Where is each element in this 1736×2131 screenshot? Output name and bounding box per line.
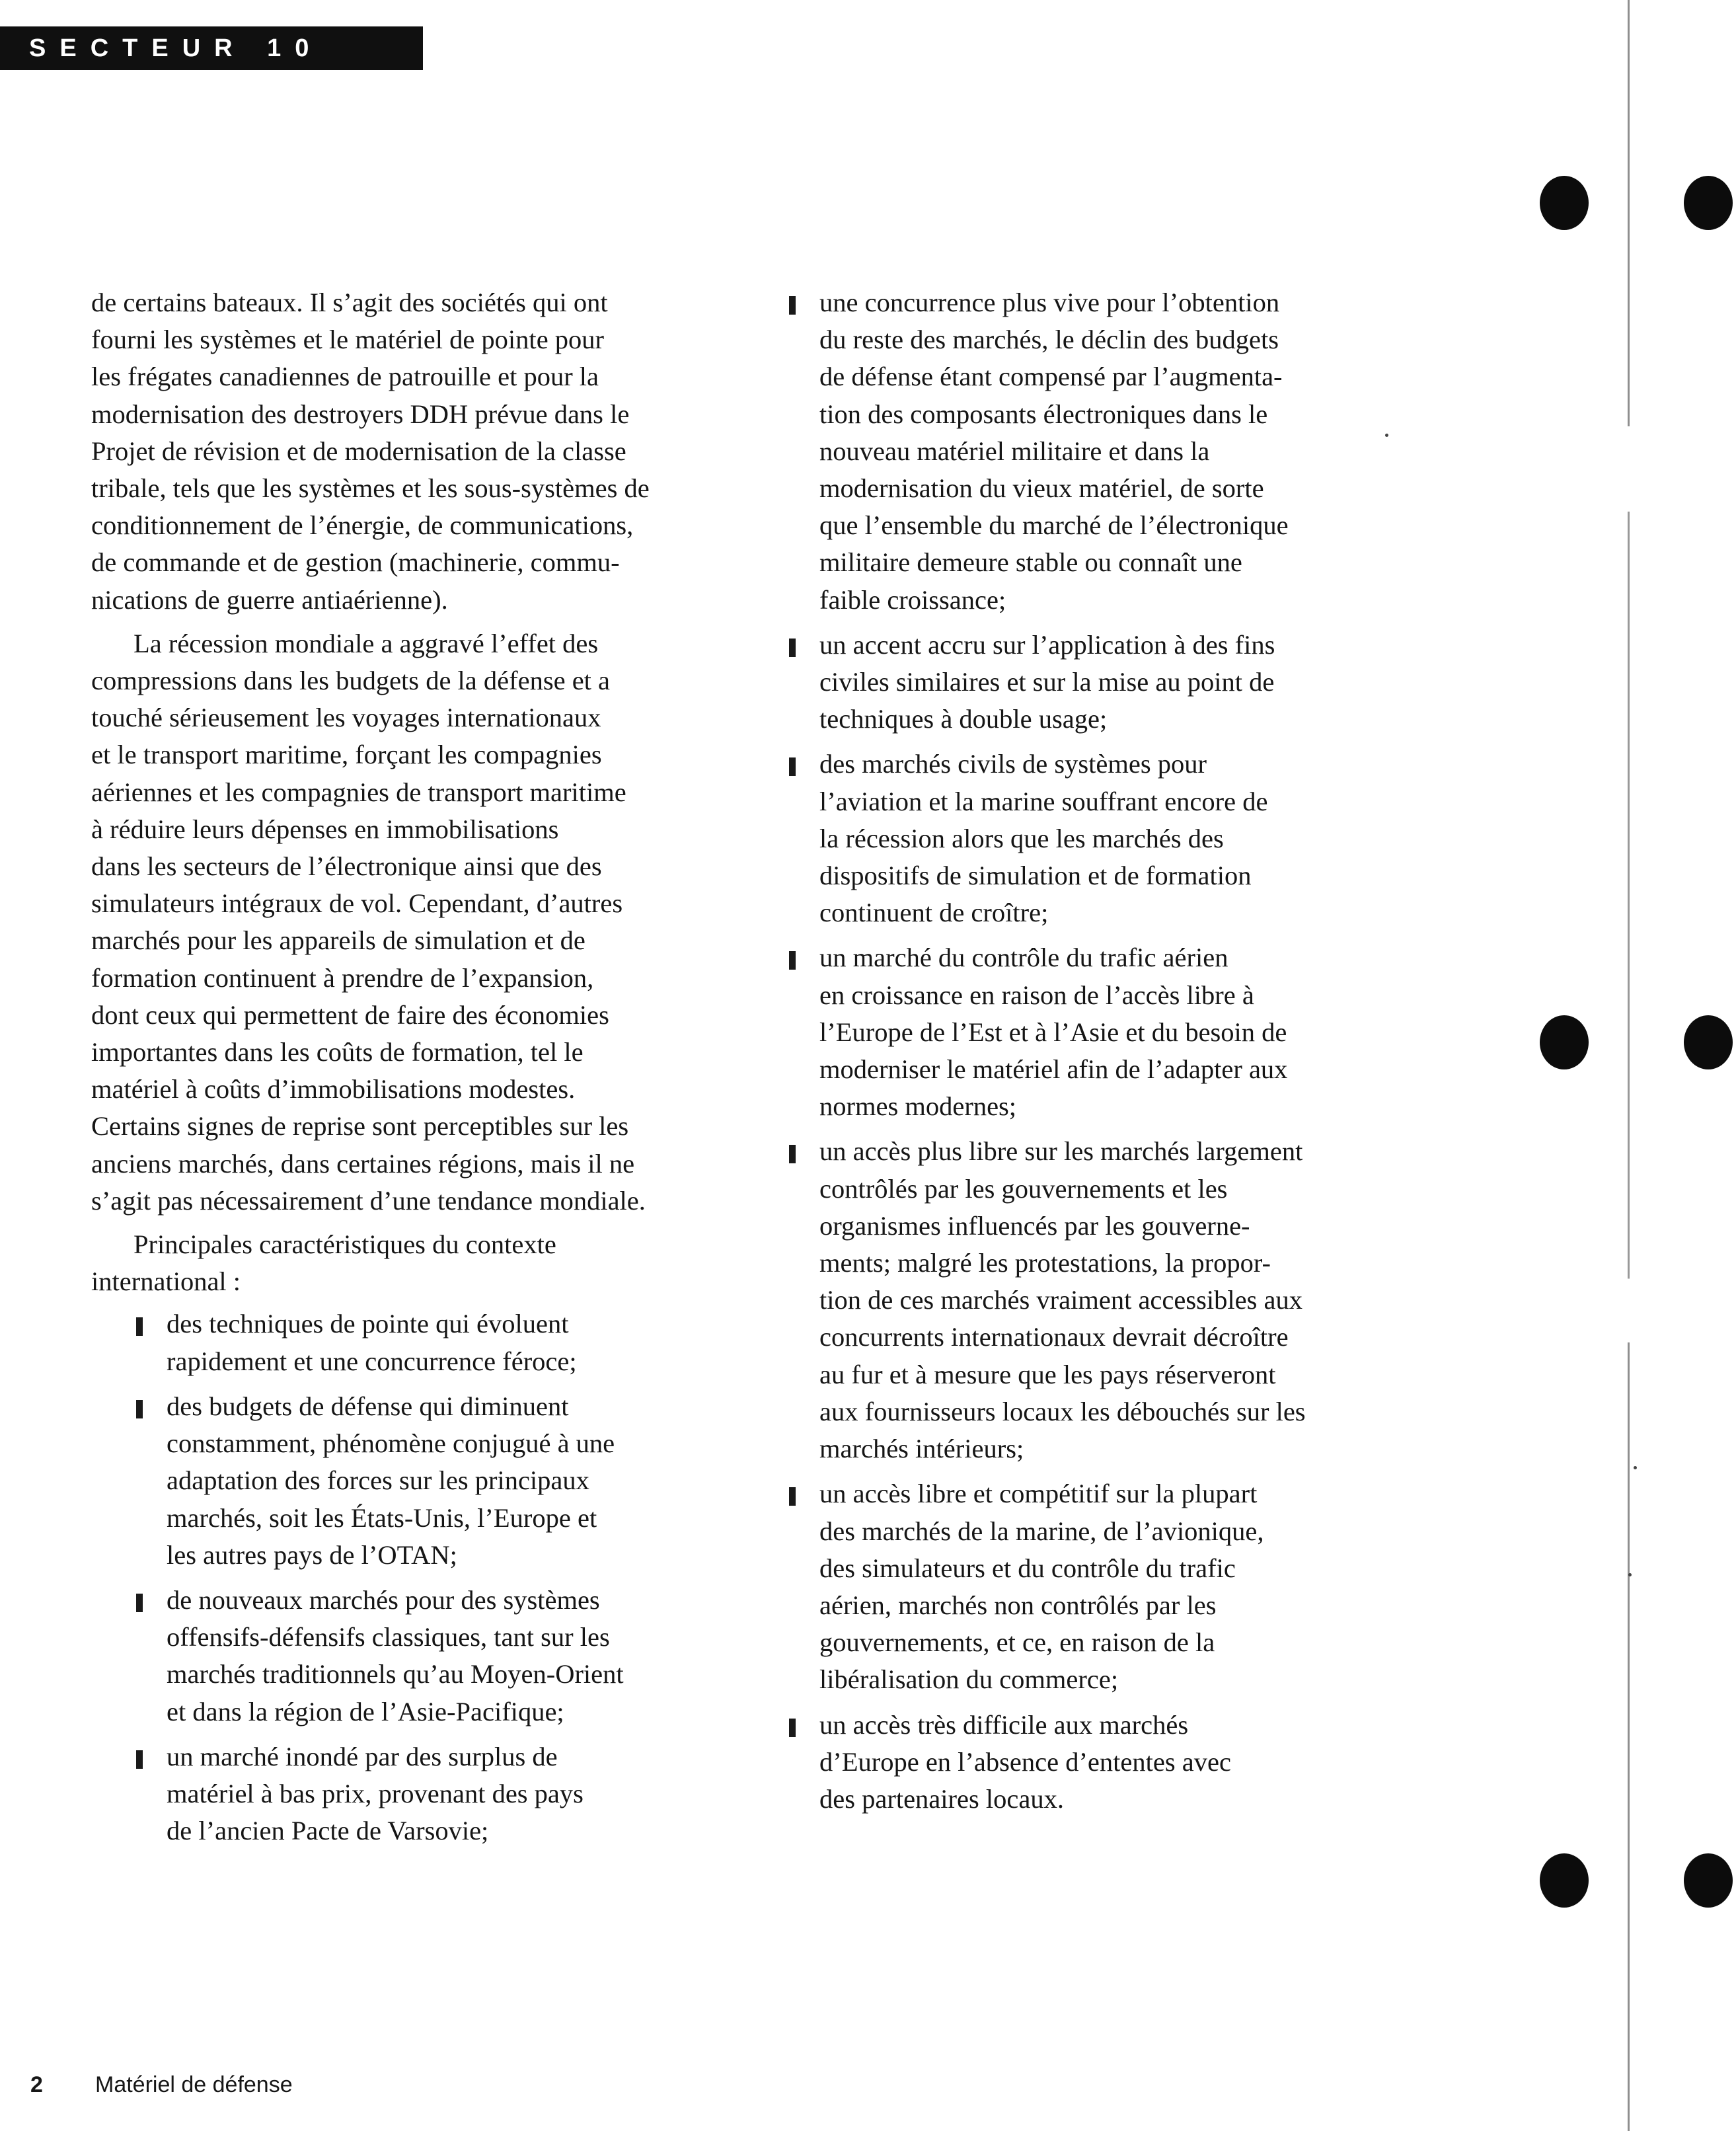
text-line: Certains signes de reprise sont perceptibles sur les [91,1111,629,1142]
speck-mark [1385,434,1388,437]
left-column [91,284,699,1857]
text-line: matériel à bas prix, provenant des pays [167,1778,584,1808]
binder-hole-icon [1540,1015,1589,1069]
bullet-icon [789,639,796,657]
text-line: militaire demeure stable ou connaît une [819,547,1242,578]
text-line: un accent accru sur l’application à des fins [819,629,1275,660]
binder-hole-icon [1684,1015,1733,1069]
text-line: anciens marchés, dans certaines régions, mais il ne [91,1148,635,1179]
text-line: l’Europe de l’Est et à l’Asie et du besoin de [819,1017,1287,1047]
paragraph-3 [91,1226,699,1300]
speck-mark [1628,1573,1632,1576]
bullet-icon [136,1750,143,1769]
text-line: un accès plus libre sur les marchés largement [819,1136,1303,1167]
text-line: du reste des marchés, le déclin des budgets [819,325,1279,355]
text-line: La récession mondiale a aggravé l’effet des [133,628,599,658]
list-item [786,1707,1361,1818]
text-line: en croissance en raison de l’accès libre à [819,980,1254,1010]
text-line: normes modernes; [819,1091,1017,1122]
list-item [786,627,1361,738]
document-title: Matériel de défense [95,2072,293,2097]
text-line: et le transport maritime, forçant les compagnies [91,740,602,770]
text-line: les frégates canadiennes de patrouille et pour la [91,362,599,392]
text-line: l’aviation et la marine souffrant encore de [819,786,1268,816]
bullet-icon [136,1400,143,1418]
text-line: des budgets de défense qui diminuent [167,1391,569,1421]
text-line: marchés, soit les États-Unis, l’Europe et [167,1502,597,1533]
text-line: libéralisation du commerce; [819,1664,1119,1695]
list-item [133,1582,699,1730]
text-line: matériel à coûts d’immobilisations modestes. [91,1074,576,1104]
text-line: tion des composants électroniques dans le [819,399,1268,429]
paragraph-2 [91,625,699,1220]
text-line: techniques à double usage; [819,704,1108,734]
text-line: et dans la région de l’Asie-Pacifique; [167,1696,564,1726]
text-line: faible croissance; [819,584,1006,615]
text-line: modernisation du vieux matériel, de sorte [819,473,1264,504]
bullet-icon [136,1594,143,1612]
text-line: contrôlés par les gouvernements et les [819,1173,1228,1204]
speck-mark [1634,1466,1637,1469]
text-line: international : [91,1266,241,1297]
binder-hole-icon [1540,1853,1589,1908]
text-line: conditionnement de l’énergie, de communications, [91,510,634,541]
text-line: les autres pays de l’OTAN; [167,1539,457,1570]
text-line: une concurrence plus vive pour l’obtention [819,288,1280,317]
text-line: s’agit pas nécessairement d’une tendance mondiale. [91,1185,646,1216]
text-line: fourni les systèmes et le matériel de pointe pour [91,325,605,355]
bullet-icon [789,757,796,776]
text-line: tion de ces marchés vraiment accessibles aux [819,1285,1302,1315]
text-line: touché sérieusement les voyages internationaux [91,703,601,733]
list-item [786,939,1361,1125]
text-line: tribale, tels que les systèmes et les sous-systèmes de [91,473,650,504]
text-line: marchés intérieurs; [819,1434,1024,1464]
right-column [786,284,1361,1826]
bullet-icon [789,1719,796,1737]
list-item [786,1475,1361,1698]
bullet-icon [136,1317,143,1336]
right-bullet-list [786,284,1361,1818]
text-line: constamment, phénomène conjugué à une [167,1428,615,1459]
text-line: un accès libre et compétitif sur la plupart [819,1479,1258,1509]
text-line: ments; malgré les protestations, la propor- [819,1248,1271,1278]
text-line: nouveau matériel militaire et dans la [819,436,1210,466]
text-line: compressions dans les budgets de la défense et a [91,666,611,696]
text-line: dispositifs de simulation et de formation [819,861,1252,891]
text-line: moderniser le matériel afin de l’adapter aux [819,1054,1288,1085]
list-item [133,1388,699,1574]
text-line: des marchés civils de systèmes pour [819,749,1207,779]
text-line: des marchés de la marine, de l’avionique, [819,1516,1264,1546]
text-line: un accès très difficile aux marchés [819,1709,1189,1740]
text-line: dont ceux qui permettent de faire des économies [91,999,609,1030]
text-line: marchés pour les appareils de simulation et de [91,925,585,956]
text-line: la récession alors que les marchés des [819,823,1224,853]
text-line: aérien, marchés non contrôlés par les [819,1590,1217,1620]
text-line: continuent de croître; [819,898,1049,928]
text-line: un marché inondé par des surplus de [167,1741,558,1771]
text-line: d’Europe en l’absence d’ententes avec [819,1746,1231,1777]
text-line: adaptation des forces sur les principaux [167,1465,589,1496]
section-label: SECTEUR 10 [29,34,323,62]
text-line: des partenaires locaux. [819,1783,1064,1814]
text-line: de défense étant compensé par l’augmenta- [819,362,1283,392]
bullet-icon [789,951,796,970]
text-line: rapidement et une concurrence féroce; [167,1346,577,1376]
list-item [786,284,1361,619]
text-line: simulateurs intégraux de vol. Cependant, d’autres [91,888,623,919]
binder-hole-icon [1684,1853,1733,1908]
list-item [133,1738,699,1850]
binder-hole-icon [1684,176,1733,230]
text-line: modernisation des destroyers DDH prévue dans le [91,399,630,429]
bullet-icon [789,1487,796,1506]
list-item [133,1305,699,1379]
text-line: au fur et à mesure que les pays réserveront [819,1359,1276,1389]
text-line: organismes influencés par les gouverne- [819,1210,1250,1241]
text-line: importantes dans les coûts de formation, tel le [91,1037,584,1067]
bullet-icon [789,1145,796,1163]
left-bullet-list [133,1305,699,1849]
text-line: des simulateurs et du contrôle du trafic [819,1553,1236,1583]
text-line: dans les secteurs de l’électronique ainsi que des [91,851,602,882]
text-line: de commande et de gestion (machinerie, commu- [91,547,620,578]
text-line: formation continuent à prendre de l’expansion, [91,962,594,993]
text-line: de l’ancien Pacte de Varsovie; [167,1816,489,1846]
text-line: de certains bateaux. Il s’agit des sociétés qui ont [91,288,608,317]
list-item [786,746,1361,931]
bullet-icon [789,296,796,315]
paragraph-1 [91,284,699,619]
text-line: de nouveaux marchés pour des systèmes [167,1584,600,1615]
text-line: des techniques de pointe qui évoluent [167,1309,569,1339]
binder-hole-icon [1540,176,1589,230]
text-line: gouvernements, et ce, en raison de la [819,1627,1215,1658]
text-line: offensifs-défensifs classiques, tant sur les [167,1622,610,1652]
text-line: aériennes et les compagnies de transport maritime [91,777,626,807]
text-line: Principales caractéristiques du contexte [133,1229,556,1260]
text-line: concurrents internationaux devrait décroître [819,1322,1289,1352]
page-edge-line [1628,0,1630,2131]
text-line: à réduire leurs dépenses en immobilisations [91,814,559,844]
text-line: nications de guerre antiaérienne). [91,584,448,615]
text-line: un marché du contrôle du trafic aérien [819,943,1228,973]
text-line: marchés traditionnels qu’au Moyen-Orient [167,1659,624,1689]
text-line: que l’ensemble du marché de l’électronique [819,510,1289,541]
text-line: civiles similaires et sur la mise au point de [819,667,1275,697]
page-number: 2 [30,2072,43,2097]
text-line: Projet de révision et de modernisation de la classe [91,436,626,466]
text-line: aux fournisseurs locaux les débouchés sur les [819,1396,1306,1426]
list-item [786,1133,1361,1467]
